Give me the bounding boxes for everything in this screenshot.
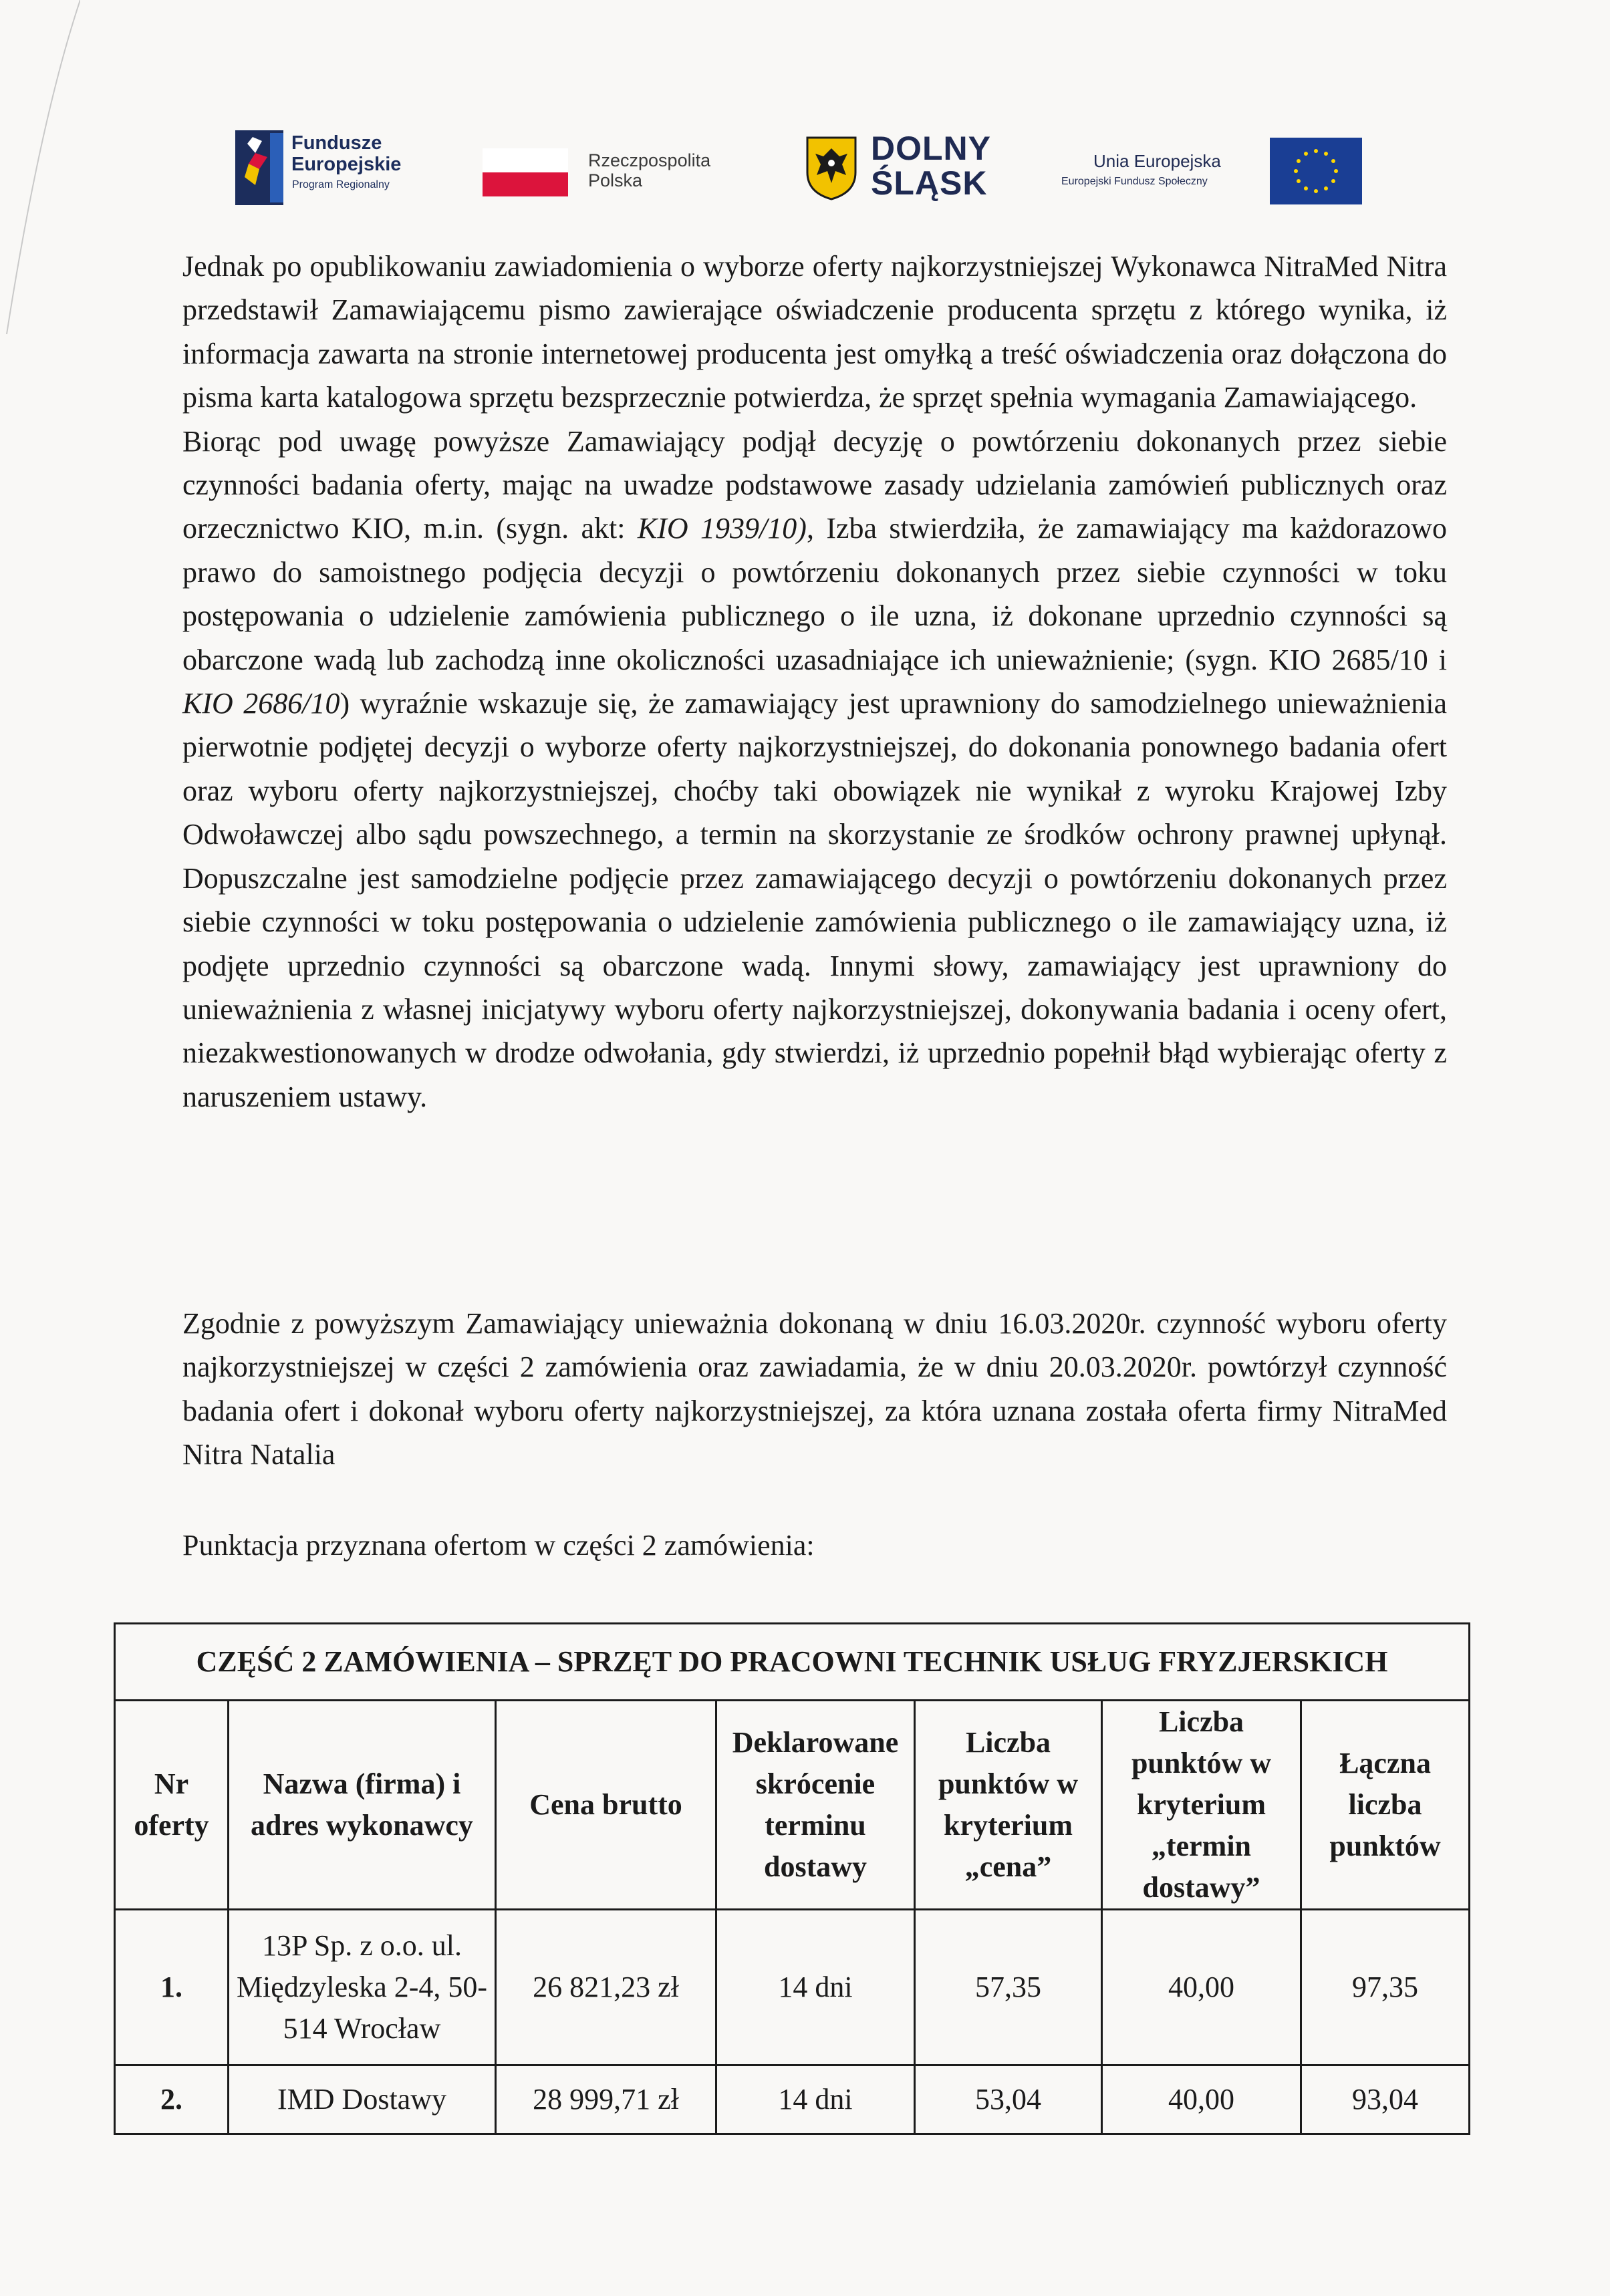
- fundusze-line1: Fundusze: [291, 132, 382, 154]
- header-nazwa: Nazwa (firma) i adres wykonawcy: [229, 1701, 496, 1910]
- table-caption-row: [115, 1624, 1470, 1701]
- header-punkty-cena: Liczba punktów w kryterium „cena”: [915, 1701, 1102, 1910]
- cell-nr: 2.: [115, 2065, 229, 2134]
- table-caption: CZĘŚĆ 2 ZAMÓWIENIA – SPRZĘT DO PRACOWNI TECHNIK USŁUG FRYZJERSKICH: [115, 1624, 1470, 1701]
- table-row: [115, 1910, 1470, 2065]
- cell-cena: 28 999,71 zł: [496, 2065, 716, 2134]
- dolny-slask-line1: DOLNY: [871, 130, 991, 167]
- cell-pkt-termin: 40,00: [1102, 2065, 1301, 2134]
- polish-flag-icon: [483, 148, 568, 196]
- header-termin-dostawy: Deklarowane skrócenie terminu dostawy: [716, 1701, 915, 1910]
- body-text-scoring-intro: [182, 1524, 1447, 1567]
- rzeczpospolita-line2: Polska: [588, 170, 643, 190]
- eu-flag-icon: [1270, 138, 1362, 204]
- header-punkty-termin: Liczba punktów w kryterium „termin dostawy”: [1102, 1701, 1301, 1910]
- cell-termin: 14 dni: [716, 1910, 915, 2065]
- paragraph-2: [182, 420, 1447, 1119]
- header-laczna-liczba: Łączna liczba punktów: [1301, 1701, 1470, 1910]
- header-nr-oferty: Nr oferty: [115, 1701, 229, 1910]
- dolny-slask-crest-icon: [805, 134, 858, 200]
- paragraph-2-part-a: Biorąc pod uwagę powyższe Zamawiający podjął decyzję o powtórzeniu dokonanych przez siebie czynności badania oferty, mając na uwadze podstawowe zasady udzielania zamówień publicznych oraz orzecznictwo KIO, m.in. (sygn. akt:: [182, 424, 1447, 545]
- paragraph-4: Punktacja przyznana ofertom w części 2 zamówienia:: [182, 1529, 815, 1562]
- cell-pkt-termin: 40,00: [1102, 1910, 1301, 2065]
- paragraph-1: Jednak po opublikowaniu zawiadomienia o wyborze oferty najkorzystniejszej Wykonawca NitraMed Nitra przedstawił Zamawiającemu pismo zawierające oświadczenie producenta sprzętu z którego wynika, iż informacja zawarta na stronie internetowej producenta jest omyłką a treść oświadczenia oraz dołączona do pisma karta katalogowa sprzętu bezsprzecznie potwierdza, że sprzęt spełnia wymagania Zamawiającego.: [182, 250, 1447, 414]
- dolny-slask-line2: ŚLĄSK: [871, 164, 988, 202]
- paragraph-3: Zgodnie z powyższym Zamawiający unieważnia dokonaną w dniu 16.03.2020r. czynność wyboru oferty najkorzystniejszej w części 2 zamówienia oraz zawiadamia, że w dniu 20.03.2020r. powtórzył czynność badania ofert i dokonał wyboru oferty najkorzystniejszej, za która uznana została oferta firmy NitraMed Nitra Natalia: [182, 1307, 1447, 1471]
- unia-europejska-line1: Unia Europejska: [1093, 151, 1221, 171]
- fundusze-line2: Europejskie: [291, 154, 402, 175]
- header-cena-brutto: Cena brutto: [496, 1701, 716, 1910]
- cell-pkt-cena: 57,35: [915, 1910, 1102, 2065]
- cell-nazwa: 13P Sp. z o.o. ul. Międzyleska 2-4, 50-514 Wrocław: [229, 1910, 496, 2065]
- rzeczpospolita-line1: Rzeczpospolita: [588, 150, 711, 170]
- cell-termin: 14 dni: [716, 2065, 915, 2134]
- cell-nazwa: IMD Dostawy: [229, 2065, 496, 2134]
- fundusze-europejskie-logo-icon: [235, 130, 283, 205]
- table-header-row: [115, 1701, 1470, 1910]
- paragraph-2-part-b: , Izba stwierdziła, że zamawiający ma każdorazowo prawo do samoistnego podjęcia decyzji o powtórzeniu dokonanych przez siebie czynności w toku postępowania o udzielenie zamówienia publicznego o ile uzna, iż dokonane uprzednio czynności są obarczone wadą lub zachodzą inne okoliczności uzasadniające ich unieważnienie; (sygn. KIO 2685/10 i: [182, 512, 1448, 676]
- kio-reference-2686: KIO 2686/10: [182, 687, 340, 720]
- kio-reference-1939: KIO 1939/10): [637, 512, 807, 545]
- cell-laczna: 97,35: [1301, 1910, 1470, 2065]
- cell-laczna: 93,04: [1301, 2065, 1470, 2134]
- body-text-decision: [182, 1302, 1447, 1477]
- cell-pkt-cena: 53,04: [915, 2065, 1102, 2134]
- scoring-table: [114, 1622, 1470, 2135]
- cell-cena: 26 821,23 zł: [496, 1910, 716, 2065]
- body-text-main: [182, 245, 1447, 1119]
- unia-europejska-line2: Europejski Fundusz Społeczny: [1061, 176, 1208, 187]
- paragraph-2-part-c: ) wyraźnie wskazuje się, że zamawiający jest uprawniony do samodzielnego unieważnienia pierwotnie podjętej decyzji o wyborze oferty najkorzystniejszej, do dokonania ponownego badania ofert oraz wyboru oferty najkorzystniejszej, choćby taki obowiązek nie wynikał z wyroku Krajowej Izby Odwoławczej albo sądu powszechnego, a termin na skorzystanie ze środków ochrony prawnej upłynął. Dopuszczalne jest samodzielne podjęcie przez zamawiającego decyzji o powtórzeniu dokonanych przez siebie czynności w toku postępowania o udzielenie zamówienia publicznego o ile zamawiający uzna, iż podjęte uprzednio czynności są obarczone wadą. Innymi słowy, zamawiający jest uprawniony do unieważnienia z własnej inicjatywy wyboru oferty najkorzystniejszej, dokonywania badania i oceny ofert, niezakwestionowanych w drodze odwołania, gdy stwierdzi, iż uprzednio popełnił błąd wybierając oferty z naruszeniem ustawy.: [182, 687, 1448, 1113]
- fundusze-line3: Program Regionalny: [292, 179, 390, 190]
- cell-nr: 1.: [115, 1910, 229, 2065]
- logo-strip: [0, 0, 1610, 221]
- table-row: [115, 2065, 1470, 2134]
